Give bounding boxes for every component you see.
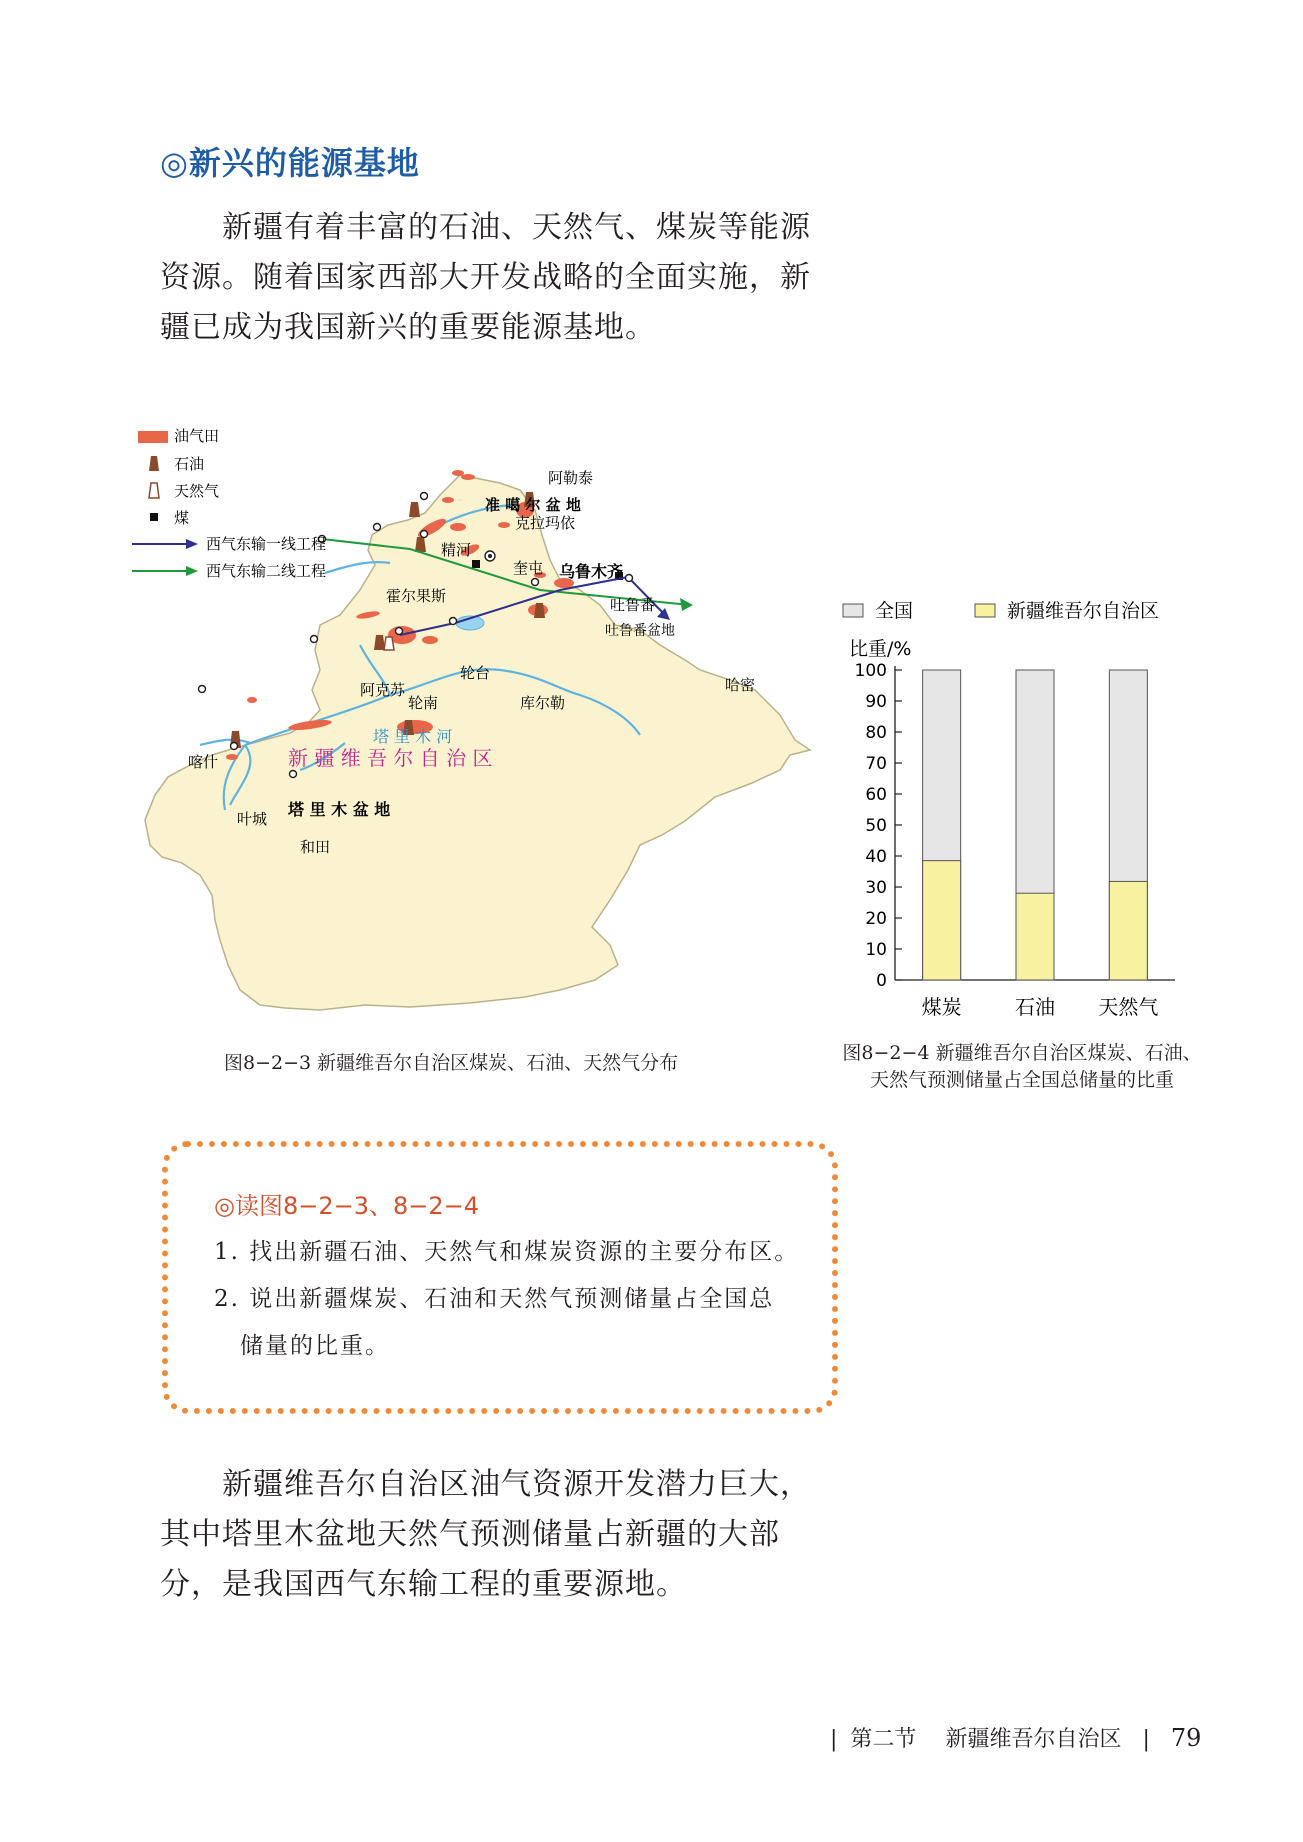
closing-paragraph bbox=[160, 1460, 840, 1610]
legend-coal-label: 煤 bbox=[174, 509, 190, 527]
legend-pipeline2-arrow bbox=[186, 566, 198, 576]
footer-chapter: 新疆维吾尔自治区 bbox=[945, 1727, 1122, 1752]
legend-national-swatch bbox=[843, 604, 863, 617]
x-tick-label: 石油 bbox=[1015, 995, 1055, 1019]
y-tick-label: 50 bbox=[865, 816, 887, 836]
y-tick-label: 10 bbox=[865, 940, 887, 960]
footer-section: 第二节 bbox=[850, 1727, 917, 1752]
place-lunnan: 轮南 bbox=[408, 694, 439, 712]
y-tick-label: 80 bbox=[865, 723, 887, 743]
y-tick-label: 60 bbox=[865, 785, 887, 805]
legend-gas-label: 天然气 bbox=[174, 482, 220, 500]
region-turpan-basin: 吐鲁番盆地 bbox=[605, 623, 675, 639]
footer-bar-right: | bbox=[1142, 1727, 1150, 1752]
intro-paragraph-text: 新疆有着丰富的石油、天然气、煤炭等能源资源。随着国家西部大开发战略的全面实施，新疆已成为我国新兴的重要能源基地。 bbox=[160, 210, 811, 345]
y-tick-label: 90 bbox=[865, 692, 887, 712]
place-yecheng: 叶城 bbox=[237, 810, 268, 828]
place-hami: 哈密 bbox=[725, 676, 756, 694]
y-tick-label: 0 bbox=[876, 971, 887, 991]
bar-xinjiang bbox=[1016, 893, 1054, 980]
place-aksu: 阿克苏 bbox=[360, 681, 406, 699]
page-footer bbox=[830, 1722, 1201, 1753]
place-khorgas: 霍尔果斯 bbox=[386, 587, 447, 605]
legend-oilgas-swatch bbox=[138, 431, 168, 443]
bar-xinjiang bbox=[1109, 881, 1147, 980]
legend-pipeline1-label: 西气东输一线工程 bbox=[206, 535, 327, 553]
legend-xinjiang-swatch bbox=[975, 604, 995, 617]
place-hotan: 和田 bbox=[300, 838, 331, 856]
region-tarim-basin: 塔 里 木 盆 地 bbox=[288, 800, 391, 819]
place-luntai: 轮台 bbox=[460, 664, 491, 682]
legend-pipeline1-arrow bbox=[186, 539, 198, 549]
footer-bar-left: | bbox=[830, 1727, 838, 1752]
y-tick-label: 100 bbox=[854, 661, 887, 681]
x-tick-label: 天然气 bbox=[1098, 995, 1159, 1019]
legend-oilgas-label: 油气田 bbox=[174, 427, 220, 445]
intro-paragraph bbox=[160, 203, 840, 353]
activity-item-2b: 储量的比重。 bbox=[240, 1333, 390, 1359]
chart-caption-line1: 图8−2−4 新疆维吾尔自治区煤炭、石油、 bbox=[842, 1042, 1202, 1064]
y-tick-label: 40 bbox=[865, 847, 887, 867]
region-xinjiang: 新 疆 维 吾 尔 自 治 区 bbox=[288, 746, 493, 770]
y-tick-label: 30 bbox=[865, 878, 887, 898]
chart-layer bbox=[843, 600, 1175, 1019]
legend-national-label: 全国 bbox=[875, 600, 914, 622]
region-tarim-river: 塔 里 木 河 bbox=[373, 727, 453, 746]
map-labels-svg bbox=[140, 465, 840, 1025]
activity-item-2a: 2. 说出新疆煤炭、石油和天然气预测储量占全国总 bbox=[214, 1286, 775, 1312]
place-jinghe: 精河 bbox=[441, 541, 472, 559]
place-kashgar: 喀什 bbox=[188, 753, 219, 771]
place-korla: 库尔勒 bbox=[520, 694, 566, 712]
closing-paragraph-text: 新疆维吾尔自治区油气资源开发潜力巨大，其中塔里木盆地天然气预测储量占新疆的大部分，是我国西气东输工程的重要源地。 bbox=[160, 1467, 811, 1602]
activity-box bbox=[162, 1141, 838, 1414]
map-caption: 图8−2−3 新疆维吾尔自治区煤炭、石油、天然气分布 bbox=[224, 1052, 679, 1074]
chart-caption-line2: 天然气预测储量占全国总储量的比重 bbox=[869, 1069, 1174, 1091]
region-junggar: 准 噶 尔 盆 地 bbox=[485, 496, 581, 514]
place-urumqi: 乌鲁木齐 bbox=[559, 562, 624, 581]
place-turpan: 吐鲁番 bbox=[610, 596, 656, 614]
y-axis-label: 比重/% bbox=[849, 638, 912, 660]
legend-xinjiang-label: 新疆维吾尔自治区 bbox=[1007, 600, 1160, 622]
y-tick-label: 20 bbox=[865, 909, 887, 929]
place-altay: 阿勒泰 bbox=[548, 469, 594, 487]
reserves-bar-chart bbox=[835, 588, 1230, 1028]
section-title: ◎新兴的能源基地 bbox=[160, 144, 420, 182]
map-labels bbox=[140, 465, 840, 1025]
chart-caption bbox=[812, 1040, 1232, 1094]
x-tick-label: 煤炭 bbox=[921, 995, 962, 1019]
place-kuitun: 奎屯 bbox=[513, 559, 544, 577]
place-karamay: 克拉玛依 bbox=[515, 514, 576, 532]
legend-pipeline2-label: 西气东输二线工程 bbox=[206, 562, 327, 580]
legend-oil-label: 石油 bbox=[174, 455, 205, 473]
y-tick-label: 70 bbox=[865, 754, 887, 774]
footer-page-number: 79 bbox=[1170, 1724, 1202, 1752]
bar-xinjiang bbox=[923, 861, 961, 980]
activity-item-1: 1. 找出新疆石油、天然气和煤炭资源的主要分布区。 bbox=[214, 1239, 800, 1265]
activity-title: ◎读图8−2−3、8−2−4 bbox=[214, 1192, 479, 1220]
